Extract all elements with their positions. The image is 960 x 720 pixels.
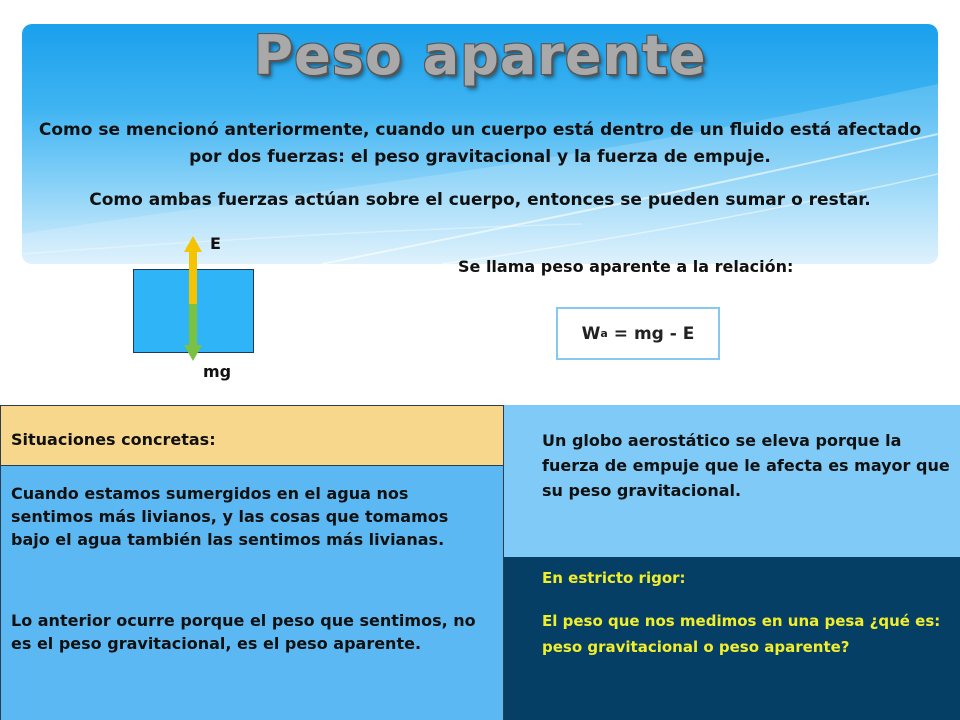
intro-line-2: por dos fuerzas: el peso gravitacional y la fuerza de empuje. [189, 147, 771, 167]
weight-arrow-head [184, 345, 202, 361]
buoyancy-label: E [210, 234, 221, 253]
buoyancy-arrow-head [184, 236, 202, 252]
rigor-panel [504, 557, 960, 720]
globo-panel [504, 405, 960, 557]
intro-paragraph [0, 117, 960, 171]
intro-line-3: Como ambas fuerzas actúan sobre el cuerpo, entonces se pueden sumar o restar. [89, 190, 871, 210]
weight-arrow-shaft [189, 304, 197, 346]
formula-rest: = mg - E [607, 323, 695, 344]
situaciones-paragraph-1: Cuando estamos sumergidos en el agua nos sentimos más livianos, y las cosas que tomamos bajo el agua también las sentimos más livianas. [11, 484, 449, 549]
buoyancy-arrow-shaft [189, 251, 197, 304]
force-arrows-icon [178, 234, 208, 364]
page-title: Peso aparente [253, 24, 707, 87]
formula-symbol: W [581, 323, 601, 344]
rigor-text: El peso que nos medimos en una pesa ¿qué es: peso gravitacional o peso aparente? [542, 612, 941, 656]
situaciones-panel [0, 466, 504, 720]
intro-line-1: Como se mencionó anteriormente, cuando un cuerpo está dentro de un fluido está afectado [38, 120, 922, 140]
weight-label: mg [203, 362, 232, 381]
globo-text: Un globo aerostático se eleva porque la fuerza de empuje que le afecta es mayor que su peso gravitacional. [542, 431, 950, 500]
situaciones-heading: Situaciones concretas: [11, 430, 216, 449]
relation-label: Se llama peso aparente a la relación: [458, 257, 794, 276]
formula-box [556, 307, 720, 360]
formula-subscript: a [600, 327, 608, 340]
rigor-heading: En estricto rigor: [542, 569, 686, 587]
situaciones-paragraph-2: Lo anterior ocurre porque el peso que sentimos, no es el peso gravitacional, es el peso aparente. [11, 611, 476, 653]
situaciones-header [0, 405, 504, 466]
